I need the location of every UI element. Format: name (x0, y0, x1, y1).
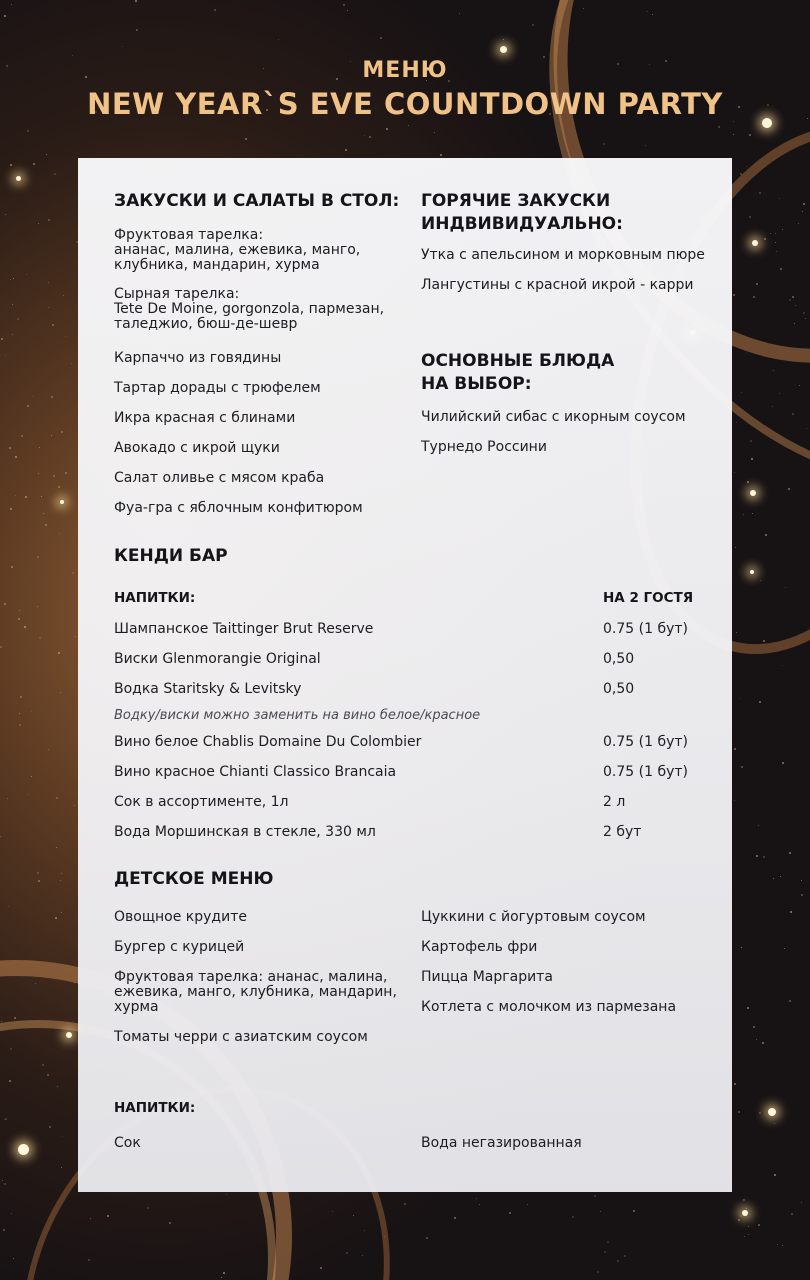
dust-particle (789, 299, 791, 301)
drink-qty: 2 бут (603, 824, 642, 840)
dust-particle (744, 1236, 745, 1237)
dust-particle (33, 163, 35, 165)
sparkle-light (500, 46, 507, 53)
drink-qty: 0,50 (603, 651, 635, 667)
dust-particle (72, 572, 74, 574)
dust-particle (572, 1216, 574, 1218)
dust-particle (741, 392, 742, 393)
drinks-substitution-note: Водку/виски можно заменить на вино белое/красное (114, 708, 481, 723)
dust-particle (607, 1241, 609, 1243)
dust-particle (14, 1017, 16, 1019)
dust-particle (17, 318, 19, 320)
dust-particle (753, 1026, 755, 1028)
dust-particle (789, 852, 791, 854)
main-course-item: Турнедо Россини (421, 439, 547, 455)
dust-particle (52, 324, 54, 326)
dust-particle (746, 166, 747, 167)
sparkle-light (16, 176, 21, 181)
dust-particle (734, 1083, 736, 1085)
dust-particle (756, 1039, 757, 1040)
kids-item: Бургер с курицей (114, 939, 245, 955)
dust-particle (58, 486, 60, 488)
dust-particle (747, 1007, 749, 1009)
dust-particle (56, 847, 57, 848)
dust-particle (805, 318, 806, 319)
dust-particle (21, 435, 23, 437)
dust-particle (37, 872, 39, 874)
dust-particle (633, 1210, 635, 1212)
kids-item: Томаты черри с азиатским соусом (114, 1029, 368, 1045)
dust-particle (479, 1204, 480, 1205)
dust-particle (624, 1255, 626, 1257)
fruit-plate-item: Фруктовая тарелка: ананас, малина, ежевика, манго, клубника, мандарин, хурма (114, 227, 361, 273)
dust-particle (39, 637, 41, 639)
dust-particle (9, 447, 11, 449)
kids-menu-heading: ДЕТСКОЕ МЕНЮ (114, 869, 274, 889)
dust-particle (647, 11, 648, 12)
page-title: NEW YEAR`S EVE COUNTDOWN PARTY (87, 87, 723, 121)
dust-particle (65, 472, 67, 474)
dust-particle (88, 1259, 90, 1261)
dust-particle (42, 1064, 44, 1066)
kids-item: Котлета с молочком из пармезана (421, 999, 677, 1015)
dust-particle (782, 762, 784, 764)
dust-particle (762, 1042, 764, 1044)
dust-particle (364, 135, 365, 136)
dust-particle (748, 1234, 749, 1235)
appetizer-item: Авокадо с икрой щуки (114, 440, 280, 456)
dust-particle (5, 1118, 7, 1120)
appetizers-heading: ЗАКУСКИ И САЛАТЫ В СТОЛ: (114, 191, 400, 211)
dust-particle (48, 307, 49, 308)
dust-particle (39, 447, 40, 448)
dust-particle (759, 701, 761, 703)
dust-particle (740, 173, 742, 175)
dust-particle (792, 296, 794, 298)
dust-particle (46, 154, 47, 155)
dust-particle (27, 130, 29, 132)
dust-particle (20, 696, 22, 698)
main-course-item: Чилийский сибас с икорным соусом (421, 409, 686, 425)
dust-particle (4, 603, 6, 605)
dust-particle (426, 1237, 428, 1239)
dust-particle (12, 304, 13, 305)
dust-particle (71, 363, 72, 364)
dust-particle (107, 1215, 109, 1217)
drink-name: Вино белое Chablis Domaine Du Colombier (114, 734, 422, 750)
dust-particle (801, 894, 803, 896)
dust-particle (45, 524, 47, 526)
kids-item: Картофель фри (421, 939, 538, 955)
dust-particle (169, 1222, 171, 1224)
dust-particle (597, 1271, 599, 1273)
dust-particle (48, 282, 49, 283)
sparkle-light (66, 1032, 72, 1038)
dust-particle (13, 278, 14, 279)
dust-particle (278, 39, 279, 40)
dust-particle (122, 46, 123, 47)
dust-particle (65, 336, 66, 337)
dust-particle (136, 29, 138, 31)
dust-particle (774, 1123, 775, 1124)
dust-particle (72, 55, 73, 56)
dust-particle (741, 766, 743, 768)
dust-particle (25, 496, 27, 498)
dust-particle (353, 1215, 354, 1216)
dust-particle (770, 233, 771, 234)
dust-particle (777, 1244, 778, 1245)
dust-particle (380, 37, 382, 39)
per-guests-label: НА 2 ГОСТЯ (603, 590, 694, 606)
dust-particle (53, 475, 55, 477)
menu-panel (78, 158, 732, 1192)
dust-particle (43, 513, 44, 514)
sparkle-light (750, 570, 754, 574)
page-header (0, 58, 810, 121)
dust-particle (48, 219, 50, 221)
drink-qty: 2 л (603, 794, 626, 810)
drink-name: Сок в ассортименте, 1л (114, 794, 289, 810)
dust-particle (759, 192, 761, 194)
dust-particle (15, 495, 16, 496)
dust-particle (10, 508, 12, 510)
dust-particle (19, 724, 21, 726)
dust-particle (733, 121, 734, 122)
dust-particle (61, 912, 62, 913)
dust-particle (24, 626, 26, 628)
sparkle-light (18, 1144, 29, 1155)
sparkle-light (60, 500, 64, 504)
cheese-plate-item: Сырная тарелка: Tete De Moine, gorgonzola, пармезан, таледжио, бюш-де-шевр (114, 286, 385, 332)
dust-particle (51, 435, 52, 436)
dust-particle (0, 646, 2, 648)
dust-particle (760, 580, 761, 581)
dust-particle (759, 1112, 761, 1114)
drink-name: Виски Glenmorangie Original (114, 651, 321, 667)
dust-particle (758, 1224, 760, 1226)
dust-particle (347, 10, 348, 11)
hot-appetizers-heading: ГОРЯЧИЕ ЗАКУСКИ ИНДВИВИДУАЛЬНО: (421, 191, 623, 234)
dust-particle (739, 698, 740, 699)
dust-particle (32, 396, 33, 397)
dust-particle (790, 911, 792, 913)
drink-qty: 0.75 (1 бут) (603, 734, 688, 750)
dust-particle (8, 906, 9, 907)
dust-particle (37, 556, 39, 558)
kids-item: Овощное крудите (114, 909, 247, 925)
dust-particle (738, 1219, 740, 1221)
dust-particle (776, 251, 777, 252)
dust-particle (801, 1202, 802, 1203)
dust-particle (11, 4, 12, 5)
dust-particle (791, 1213, 793, 1215)
dust-particle (774, 1174, 776, 1176)
dust-particle (38, 473, 39, 474)
dust-particle (12, 334, 13, 335)
dust-particle (758, 825, 759, 826)
dust-particle (343, 4, 345, 6)
dust-particle (738, 1111, 740, 1113)
kids-item: Фруктовая тарелка: ананас, малина, ежевика, манго, клубника, мандарин, хурма (114, 969, 397, 1015)
dust-particle (454, 1217, 456, 1219)
dust-particle (386, 128, 388, 130)
dust-particle (26, 274, 27, 275)
dust-particle (789, 1000, 791, 1002)
dust-particle (594, 1195, 596, 1197)
dust-particle (147, 1207, 149, 1209)
dust-particle (55, 917, 57, 919)
kids-drinks-label: НАПИТКИ: (114, 1100, 196, 1116)
dust-particle (245, 138, 247, 140)
dust-particle (459, 13, 460, 14)
dust-particle (18, 618, 20, 620)
dust-particle (741, 947, 742, 948)
appetizer-item: Фуа-гра с яблочным конфитюром (114, 500, 363, 516)
dust-particle (10, 164, 12, 166)
dust-particle (740, 1215, 742, 1217)
dust-particle (63, 295, 64, 296)
dust-particle (31, 711, 32, 712)
dust-particle (604, 1251, 606, 1253)
dust-particle (782, 665, 783, 666)
dust-particle (785, 587, 786, 588)
dust-particle (48, 749, 49, 750)
dust-particle (734, 748, 736, 750)
dust-particle (28, 794, 29, 795)
dust-particle (27, 405, 29, 407)
dust-particle (74, 982, 75, 983)
dust-particle (60, 692, 61, 693)
dust-particle (362, 1255, 363, 1256)
appetizer-item: Карпаччо из говядины (114, 350, 282, 366)
dust-particle (135, 0, 137, 2)
sparkle-light (752, 240, 758, 246)
dust-particle (54, 173, 56, 175)
sparkle-light (742, 1210, 748, 1216)
main-courses-heading: ОСНОВНЫЕ БЛЮДА НА ВЫБОР: (421, 351, 615, 394)
kids-item: Цуккини с йогуртовым соусом (421, 909, 646, 925)
appetizer-item: Икра красная с блинами (114, 410, 296, 426)
dust-particle (11, 1213, 12, 1214)
dust-particle (41, 496, 42, 497)
menu-subtitle: МЕНЮ (362, 58, 448, 83)
dust-particle (617, 1260, 619, 1262)
dust-particle (51, 396, 53, 398)
dust-particle (214, 9, 216, 11)
dust-particle (746, 1208, 747, 1209)
dust-particle (743, 1199, 745, 1201)
drink-qty: 0.75 (1 бут) (603, 764, 688, 780)
dust-particle (440, 154, 442, 156)
dust-particle (652, 14, 653, 15)
dust-particle (801, 880, 802, 881)
dust-particle (4, 1183, 6, 1185)
dust-particle (5, 355, 6, 356)
dust-particle (38, 223, 39, 224)
dust-particle (15, 456, 17, 458)
dust-particle (90, 1218, 91, 1219)
dust-particle (58, 652, 60, 654)
dust-particle (780, 876, 781, 877)
drink-qty: 0,50 (603, 681, 635, 697)
dust-particle (31, 776, 32, 777)
dust-particle (0, 836, 1, 837)
dust-particle (38, 880, 40, 882)
dust-particle (4, 15, 6, 17)
dust-particle (345, 149, 347, 151)
dust-particle (773, 878, 774, 879)
dust-particle (756, 855, 758, 857)
dust-particle (736, 422, 737, 423)
drink-name: Вино красное Chianti Classico Brancaia (114, 764, 397, 780)
dust-particle (532, 24, 534, 26)
dust-particle (60, 880, 61, 881)
dust-particle (223, 1272, 225, 1274)
drink-name: Водка Staritsky & Levitsky (114, 681, 302, 697)
dust-particle (62, 1136, 63, 1137)
dust-particle (59, 533, 60, 534)
dust-particle (404, 1203, 406, 1205)
dust-particle (5, 214, 6, 215)
dust-particle (784, 948, 785, 949)
drink-name: Вода Моршинская в стекле, 330 мл (114, 824, 376, 840)
dust-particle (603, 143, 605, 145)
dust-particle (476, 1198, 477, 1199)
dust-particle (434, 132, 435, 133)
kids-item: Пицца Маргарита (421, 969, 553, 985)
dust-particle (369, 136, 371, 138)
sparkle-light (768, 1108, 776, 1116)
dust-particle (10, 279, 11, 280)
dust-particle (384, 1236, 385, 1237)
dust-particle (408, 125, 409, 126)
dust-particle (19, 713, 20, 714)
dust-particle (600, 1211, 601, 1212)
dust-particle (75, 636, 76, 637)
dust-particle (527, 1204, 528, 1205)
dust-particle (509, 1212, 511, 1214)
dust-particle (775, 233, 776, 234)
hot-item: Утка с апельсином и морковным пюре (421, 247, 705, 263)
dust-particle (56, 797, 58, 799)
dust-particle (782, 1245, 783, 1246)
dust-particle (61, 431, 63, 433)
drink-qty: 0.75 (1 бут) (603, 621, 688, 637)
candy-bar-heading: КЕНДИ БАР (114, 546, 228, 566)
dust-particle (734, 800, 735, 801)
dust-particle (763, 856, 765, 858)
appetizer-item: Тартар дорады с трюфелем (114, 380, 321, 396)
dust-particle (7, 798, 8, 799)
dust-particle (1, 338, 3, 340)
drink-name: Шампанское Taittinger Brut Reserve (114, 621, 374, 637)
sparkle-light (750, 490, 756, 496)
dust-particle (74, 805, 75, 806)
hot-item: Лангустины с красной икрой - карри (421, 277, 694, 293)
drinks-label: НАПИТКИ: (114, 590, 196, 606)
dust-particle (3, 1229, 5, 1231)
dust-particle (19, 610, 20, 611)
dust-particle (11, 566, 13, 568)
dust-particle (61, 873, 62, 874)
dust-particle (226, 1194, 227, 1195)
appetizer-item: Салат оливье с мясом краба (114, 470, 325, 486)
kids-drink-item: Вода негазированная (421, 1135, 582, 1151)
dust-particle (748, 1226, 749, 1227)
dust-particle (49, 1126, 51, 1128)
kids-drink-item: Сок (114, 1135, 141, 1151)
dust-particle (503, 39, 504, 40)
dust-particle (37, 606, 38, 607)
